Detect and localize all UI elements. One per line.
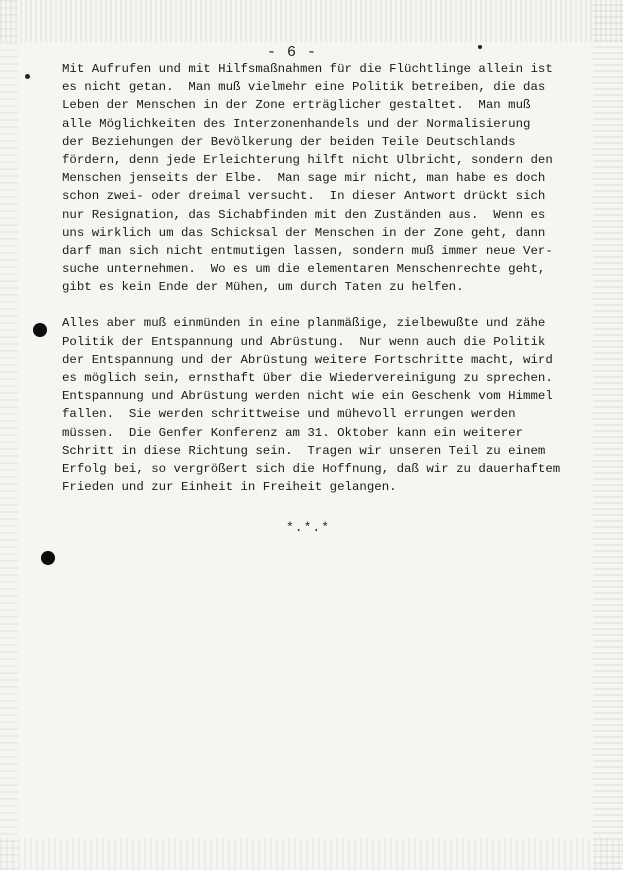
scan-noise-right [593, 0, 623, 870]
text-line: fallen. Sie werden schrittweise und mühevoll errungen werden [62, 407, 516, 422]
section-ornament: *.*.* [285, 520, 330, 535]
body-text [62, 60, 562, 496]
text-line: uns wirklich um das Schicksal der Menschen in der Zone geht, dann [62, 225, 546, 240]
text-line: es möglich sein, ernsthaft über die Wiedervereinigung zu sprechen. [62, 371, 553, 385]
text-line: Leben der Menschen in der Zone erträglicher gestaltet. Man muß [62, 98, 531, 113]
text-line: der Beziehungen der Bevölkerung der beiden Teile Deutschlands [62, 134, 516, 149]
ink-speck [478, 45, 482, 49]
text-line: müssen. Die Genfer Konferenz am 31. Oktober kann ein weiterer [62, 425, 524, 440]
scan-noise-top [0, 0, 623, 42]
text-line: schon zwei- oder dreimal versucht. In dieser Antwort drückt sich [62, 189, 546, 204]
paragraph-1 [62, 60, 562, 296]
text-line: Politik der Entspannung und Abrüstung. Nur wenn auch die Politik [62, 334, 546, 349]
page-number: - 6 - [266, 44, 317, 61]
text-line: Alles aber muß einmünden in eine planmäßige, zielbewußte und zähe [62, 316, 546, 331]
text-line: suche unternehmen. Wo es um die elementaren Menschenrechte geht, [62, 262, 546, 277]
text-line: alle Möglichkeiten des Interzonenhandels und der Normalisierung [62, 116, 531, 131]
text-line: Erfolg bei, so vergrößert sich die Hoffnung, daß wir zu dauerhaftem [62, 461, 561, 476]
text-line: fördern, denn jede Erleichterung hilft nicht Ulbricht, sondern den [62, 152, 553, 167]
text-line: Entspannung und Abrüstung werden nicht wie ein Geschenk vom Himmel [62, 389, 553, 404]
text-line: Menschen jenseits der Elbe. Man sage mir nicht, man habe es doch [62, 171, 546, 186]
text-line: Mit Aufrufen und mit Hilfsmaßnahmen für die Flüchtlinge allein ist [62, 62, 553, 76]
paragraph-2 [62, 314, 562, 496]
punch-hole [41, 551, 55, 565]
punch-hole [33, 323, 47, 337]
text-line: Schritt in diese Richtung sein. Tragen wir unseren Teil zu einem [62, 443, 546, 458]
text-line: der Entspannung und der Abrüstung weitere Fortschritte macht, wird [62, 352, 553, 367]
text-line: darf man sich nicht entmutigen lassen, sondern muß immer neue Ver- [62, 243, 553, 258]
scan-noise-bottom [0, 838, 623, 870]
text-line: nur Resignation, das Sichabfinden mit den Zuständen aus. Wenn es [62, 207, 546, 222]
ink-speck [25, 74, 30, 79]
text-line: Frieden und zur Einheit in Freiheit gelangen. [62, 480, 397, 495]
text-line: gibt es kein Ende der Mühen, um durch Taten zu helfen. [62, 280, 464, 295]
text-line: es nicht getan. Man muß vielmehr eine Politik betreiben, die das [62, 80, 546, 95]
scan-noise-left [0, 0, 18, 870]
